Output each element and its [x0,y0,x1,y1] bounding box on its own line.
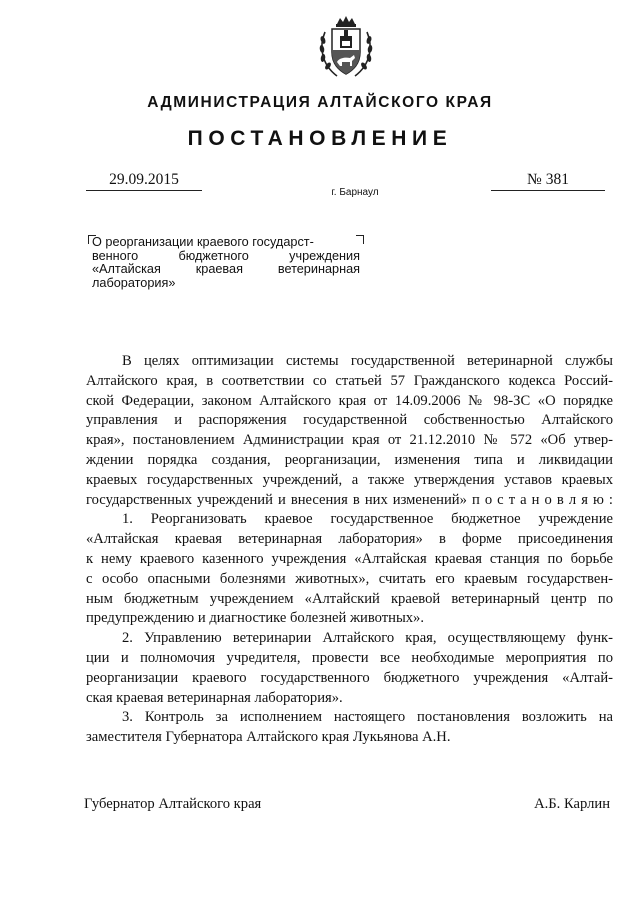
document-city: г. Барнаул [331,187,379,198]
body-line: ждении порядка создания, реорганизации, изменения типа и ликвидации [86,451,613,468]
body-line: В целях оптимизации системы государственной ветеринарной службы [122,353,613,369]
body-line: к нему краевого казенного учреждения «Алтайская краевая станция по борьбе [86,550,613,567]
organization-name: АДМИНИСТРАЦИЯ АЛТАЙСКОГО КРАЯ [147,94,493,111]
body-line: государственных учреждений и внесения в них изменений» п о с т а н о в л я ю : [86,491,613,508]
body-line: «Алтайская краевая ветеринарная лаборатория» в форме присоединения [86,531,613,548]
body-line: ным бюджетным учреждением «Алтайский краевой ветеринарный центр по [86,590,613,607]
subject-line: О реорганизации краевого государст- [92,235,314,249]
body-line: Алтайского края, в соответствии со статьей 57 Гражданского кодекса Россий- [86,372,613,389]
body-line: предупреждению и диагностике болезней животных». [86,610,425,627]
body-line: ции и полномочия учредителя, провести все необходимые мероприятия по [86,649,613,666]
body-line: ская краевая ветеринарная лаборатория». [86,689,343,706]
document-body [86,352,613,748]
body-line: 1. Реорганизовать краевое государственное бюджетное учреждение [122,511,613,528]
body-line: края», постановлением Администрации края от 21.12.2010 № 572 «Об утвер- [86,432,613,449]
body-line: с особо опасными болезнями животных», считать его краевым государствен- [86,570,613,587]
document-number: № 381 [491,171,605,191]
signatory-role: Губернатор Алтайского края [84,796,262,812]
body-line: краевых государственных учреждений, а также утверждения уставов краевых [86,471,613,488]
document-subject [92,236,360,290]
body-line: ской Федерации, законом Алтайского края от 14.09.2006 № 98-ЗС «О порядке [86,392,613,409]
subject-line: «Алтайская краевая ветеринарная [92,262,360,277]
altai-krai-coat-of-arms-icon [315,14,377,84]
subject-line: венного бюджетного учреждения [92,248,360,263]
body-line: реорганизации краевого государственного бюджетного учреждения «Алтай- [86,669,613,686]
body-line: 3. Контроль за исполнением настоящего постановления возложить на [122,709,613,726]
body-line: управления и распоряжения государственной собственностью Алтайского [86,412,613,429]
signatory-name: А.Б. Карлин [534,796,610,812]
subject-line: лаборатория» [92,275,176,290]
document-type-title: ПОСТАНОВЛЕНИЕ [187,127,453,150]
document-date: 29.09.2015 [86,171,202,191]
body-line: 2. Управлению ветеринарии Алтайского края, осуществляющему функ- [122,630,613,647]
body-line: заместителя Губернатора Алтайского края Лукьянова А.Н. [86,729,451,746]
